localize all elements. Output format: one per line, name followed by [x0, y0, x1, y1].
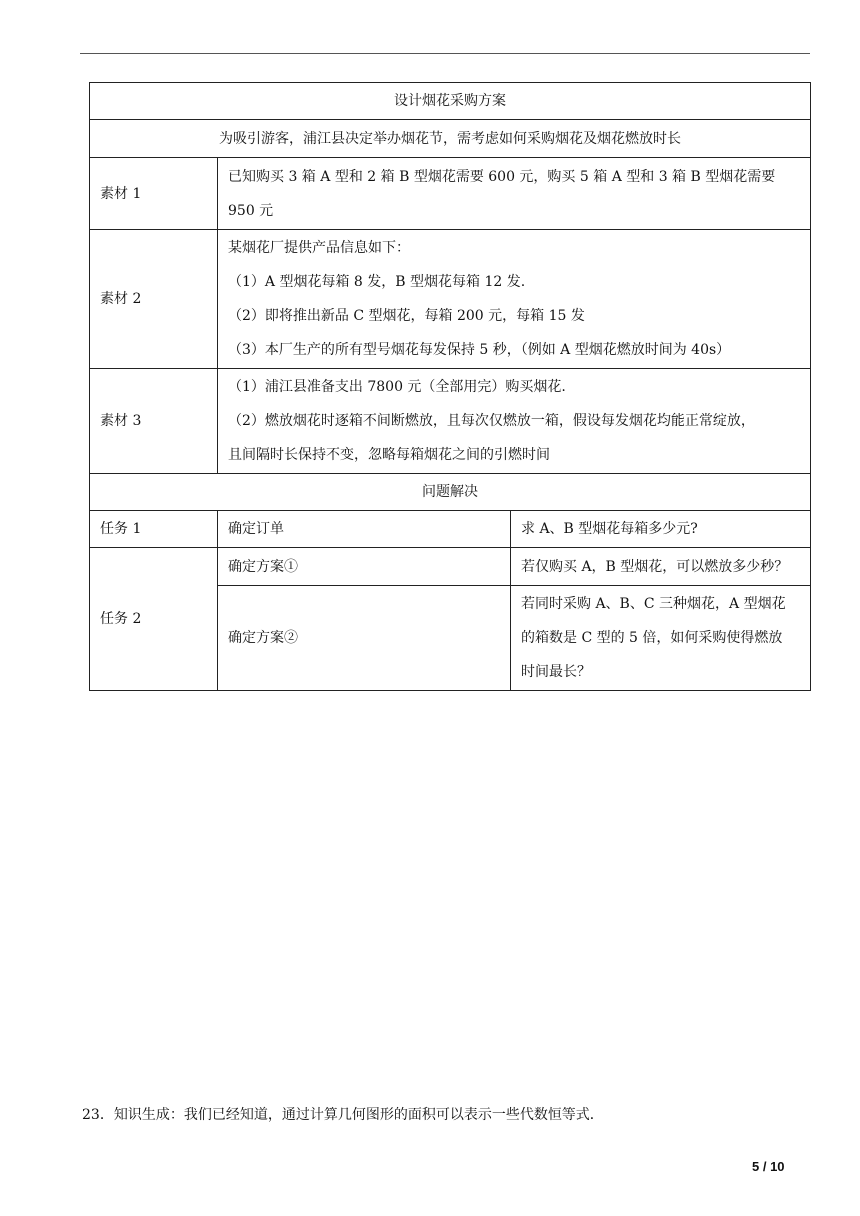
fireworks-plan-table [89, 82, 811, 691]
material-content [218, 230, 811, 369]
task-question: 求 A、B 型烟花每箱多少元? [511, 511, 811, 548]
page-number: 5 / 10 [752, 1159, 785, 1174]
table-title: 设计烟花采购方案 [90, 83, 811, 120]
material-row-3 [90, 369, 811, 474]
question-23: 23．知识生成：我们已经知道，通过计算几何图形的面积可以表示一些代数恒等式． [82, 1107, 604, 1123]
material-line: 某烟花厂提供产品信息如下： [228, 240, 410, 256]
material-label: 素材 3 [90, 369, 218, 474]
material-line: 已知购买 3 箱 A 型和 2 箱 B 型烟花需要 600 元，购买 5 箱 A 型和 3 箱 B 型烟花需要 [228, 168, 776, 185]
material-row-1 [90, 158, 811, 230]
problem-header: 问题解决 [90, 474, 811, 511]
task-label: 任务 2 [90, 548, 218, 691]
question-line: 若同时采购 A、B、C 三种烟花，A 型烟花 [521, 596, 786, 612]
material-line: （3）本厂生产的所有型号烟花每发保持 5 秒，（例如 A 型烟花燃放时间为 40s） [228, 342, 731, 358]
material-content [218, 369, 811, 474]
material-line: （1）A 型烟花每箱 8 发，B 型烟花每箱 12 发. [228, 274, 526, 290]
material-line: （1）浦江县准备支出 7800 元（全部用完）购买烟花. [228, 379, 566, 395]
question-line: 的箱数是 C 型的 5 倍，如何采购使得燃放 [521, 630, 783, 646]
material-line: 950 元 [228, 202, 274, 219]
material-content [218, 158, 811, 230]
material-row-2 [90, 230, 811, 369]
material-label: 素材 2 [90, 230, 218, 369]
plan-question: 若仅购买 A，B 型烟花，可以燃放多少秒？ [511, 548, 811, 586]
material-label: 素材 1 [90, 158, 218, 230]
table-intro: 为吸引游客，浦江县决定举办烟花节，需考虑如何采购烟花及烟花燃放时长 [90, 120, 811, 158]
plan-name: 确定方案① [218, 548, 511, 586]
task-row-1 [90, 511, 811, 548]
material-line: （2）即将推出新品 C 型烟花，每箱 200 元，每箱 15 发 [228, 308, 585, 324]
plan-question [511, 586, 811, 691]
question-line: 时间最长？ [521, 664, 591, 680]
task-name: 确定订单 [218, 511, 511, 548]
header-rule [80, 53, 810, 54]
plan-name: 确定方案② [218, 586, 511, 691]
material-line: （2）燃放烟花时逐箱不间断燃放，且每次仅燃放一箱，假设每发烟花均能正常绽放， [228, 413, 755, 429]
material-line: 且间隔时长保持不变，忽略每箱烟花之间的引燃时间 [228, 447, 550, 463]
task-label: 任务 1 [90, 511, 218, 548]
task-row-2a [90, 548, 811, 586]
